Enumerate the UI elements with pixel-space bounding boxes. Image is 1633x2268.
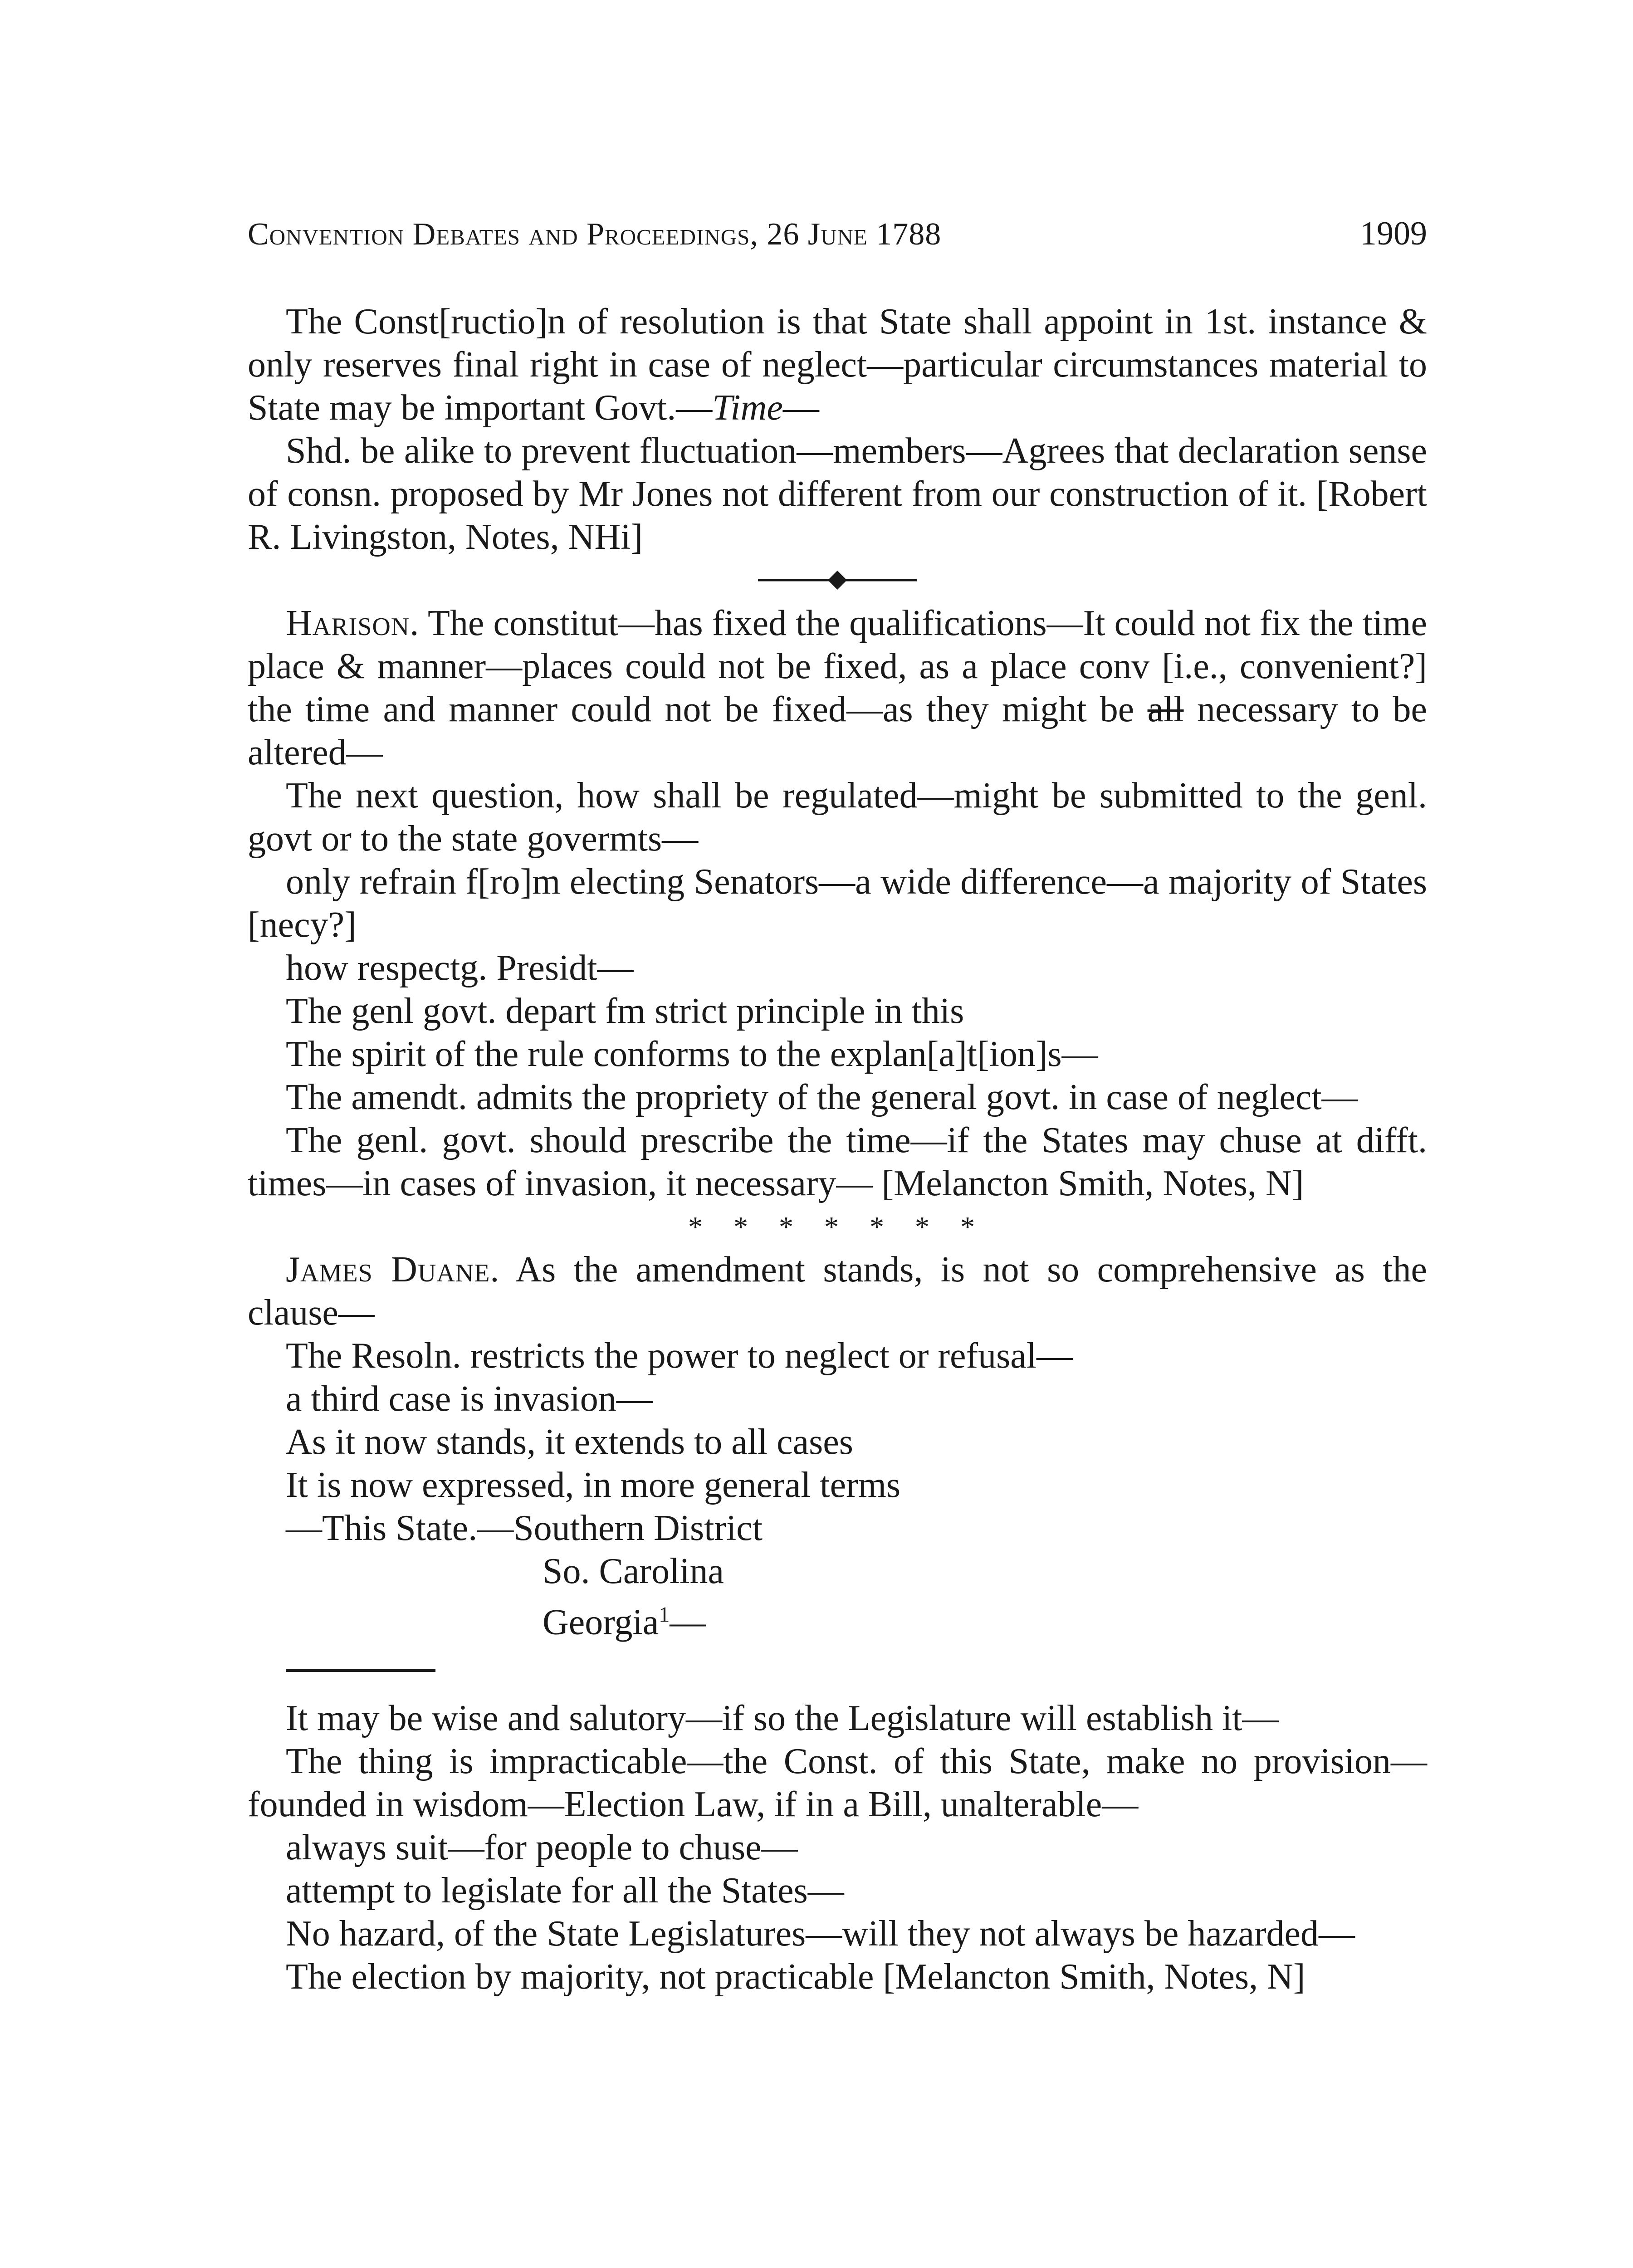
after-rule-paragraph-5: No hazard, of the State Legislatures—will they not always be hazarded— [286,1913,1355,1954]
duane-paragraph-6: —This State.—Southern District [286,1508,763,1548]
duane-list-item-georgia [248,1593,1427,1644]
after-rule-paragraph-3: always suit—for people to chuse— [286,1827,798,1867]
running-head [248,213,1427,255]
text-run: — [782,388,819,428]
asterisk-separator: * * * * * * * [688,1211,987,1243]
document-page [248,213,1427,1999]
after-rule-paragraph-1: It may be wise and salutory—if so the Legislature will establish it— [286,1698,1279,1738]
harison-paragraph-6: The spirit of the rule conforms to the explan[a]t[ion]s— [286,1034,1098,1074]
section-ornament [248,559,1427,602]
running-head-title: Convention Debates and Proceedings, 26 June 1788 [248,217,942,252]
livingston-paragraph-1 [248,300,1427,430]
duane-paragraph-5: It is now expressed, in more general terms [286,1465,901,1505]
struck-word: all [1147,689,1184,729]
page-number: 1909 [1360,215,1427,252]
after-rule-paragraph-2: The thing is impracticable—the Const. of this State, make no provision—founded in wisdom—Election Law, if in a Bill, unalterable— [248,1741,1427,1824]
harison-paragraph-7: The amendt. admits the propriety of the general govt. in case of neglect— [286,1077,1358,1117]
footnote-marker: 1 [659,1603,670,1627]
duane-paragraph-2: The Resoln. restricts the power to neglect or refusal— [286,1336,1073,1376]
harison-paragraph-1 [248,602,1427,774]
diamond-rule-icon [758,569,917,591]
harison-paragraph-5: The genl govt. depart fm strict principle in this [286,991,964,1031]
speaker-name: Harison. [286,603,420,643]
after-rule-paragraph-6: The election by majority, not practicable [Melancton Smith, Notes, N] [286,1956,1305,1997]
text-run: — [670,1602,706,1642]
horizontal-rule [286,1669,435,1672]
text-run: necessary to be altered— [248,689,1428,772]
duane-paragraph-1 [248,1248,1427,1334]
harison-paragraph-4: how respectg. Presidt— [286,948,634,988]
text-run: The constitut—has fixed the qualifications—It could not fix the time place & manner—places could not be fixed, as a place conv [i.e., convenient?] the time and manner could not be fixed—as they might be [248,603,1427,729]
italic-term: Time [712,388,783,428]
duane-paragraph-3: a third case is invasion— [286,1379,653,1419]
duane-paragraph-4: As it now stands, it extends to all cases [286,1422,853,1462]
after-rule-paragraph-4: attempt to legislate for all the States— [286,1870,844,1911]
speaker-name: James Duane. [286,1250,500,1290]
harison-paragraph-2: The next question, how shall be regulated—might be submitted to the genl. govt or to the state govermts— [248,776,1427,859]
text-run: Georgia [543,1602,659,1642]
livingston-paragraph-2: Shd. be alike to prevent fluctuation—members—Agrees that declaration sense of consn. proposed by Mr Jones not different from our construction of it. [Robert R. Livingston, Notes, NHi] [248,431,1427,557]
text-run: The Const[ructio]n of resolution is that State shall appoint in 1st. instance & only reserves final right in case of neglect—particular circumstances material to State may be important Govt.— [248,302,1427,428]
harison-paragraph-8: The genl. govt. should prescribe the time—if the States may chuse at difft. times—in cases of invasion, it necessary— [Melancton Smith, Notes, N] [248,1120,1427,1203]
text-run: As the amendment stands, is not so comprehensive as the clause— [248,1250,1427,1333]
harison-paragraph-3: only refrain f[ro]m electing Senators—a wide difference—a majority of States [necy?] [248,862,1427,945]
duane-list-item-so-carolina: So. Carolina [543,1551,724,1591]
